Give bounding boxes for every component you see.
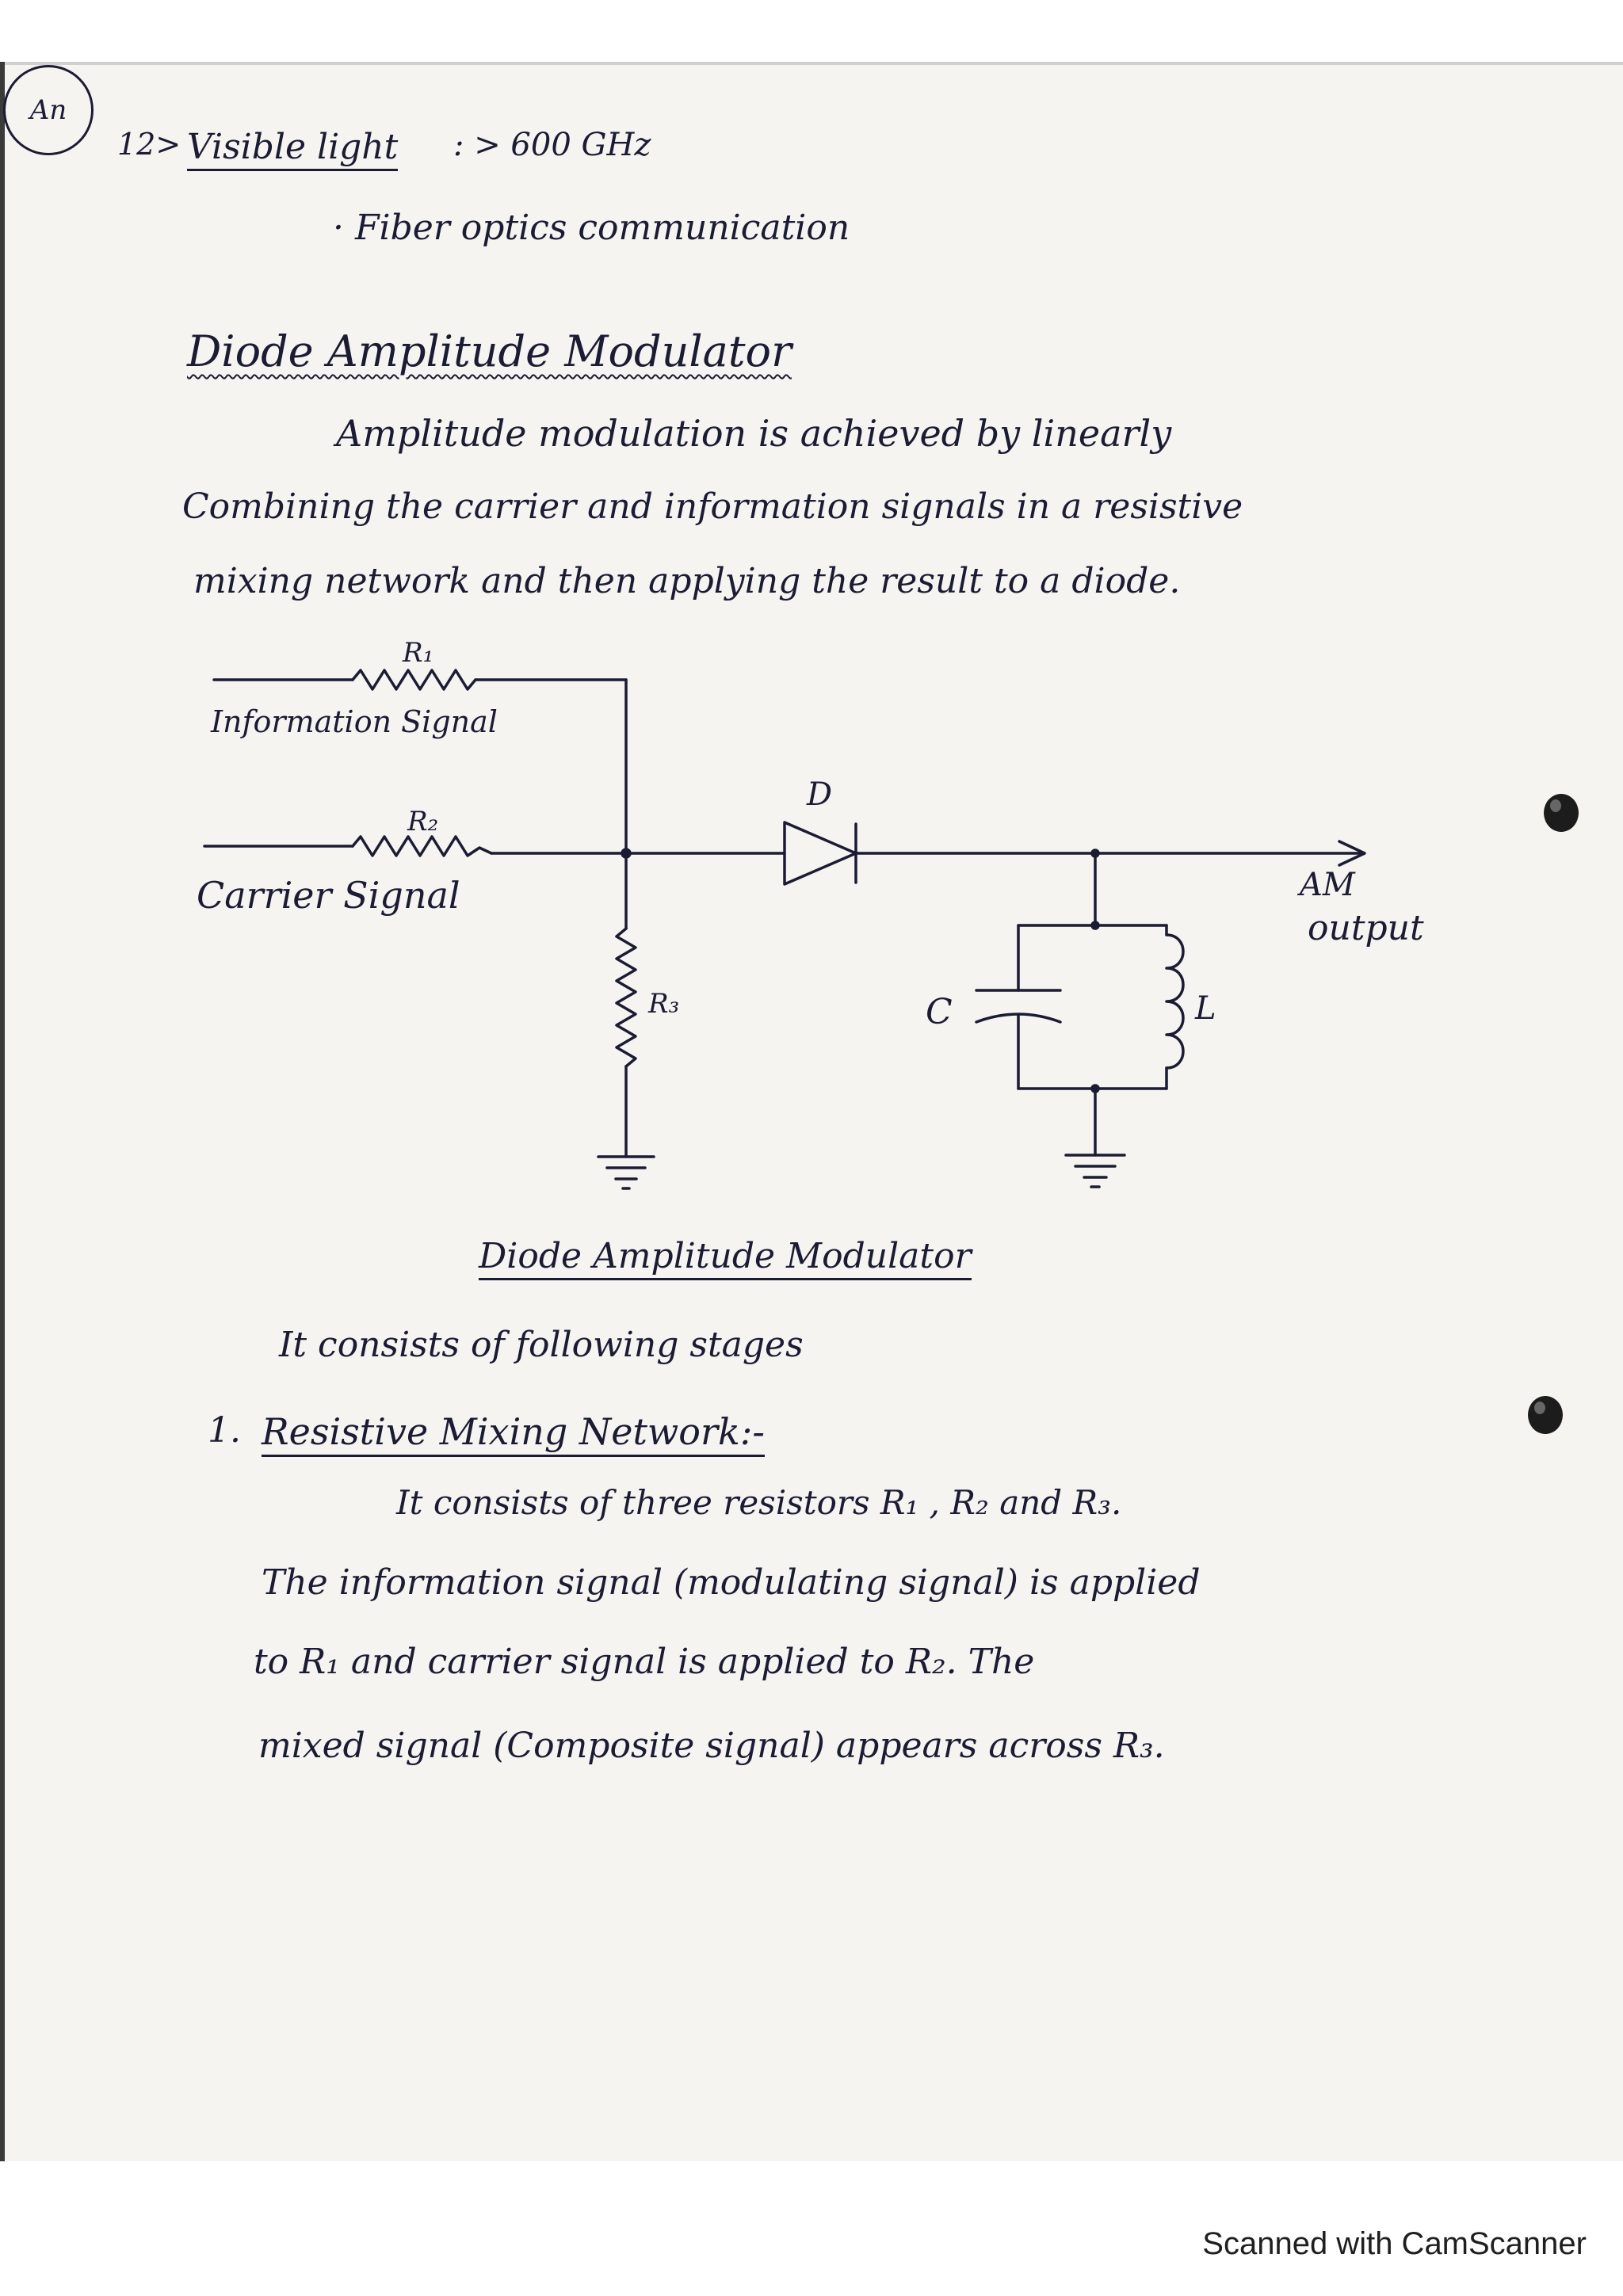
para2-line4: mixed signal (Composite signal) appears across R₃. bbox=[258, 1726, 1165, 1766]
r1-resistor bbox=[214, 670, 626, 689]
capacitor bbox=[976, 925, 1060, 1089]
camscanner-watermark: Scanned with CamScanner bbox=[1202, 2226, 1587, 2261]
r1-label: R₁ bbox=[403, 637, 434, 669]
stamp-text: An bbox=[29, 94, 67, 126]
r3-label: R₃ bbox=[648, 988, 680, 1020]
diagram-caption: Diode Amplitude Modulator bbox=[479, 1236, 972, 1280]
para2-line3: to R₁ and carrier signal is applied to R₂. The bbox=[254, 1642, 1035, 1682]
r2-label: R₂ bbox=[407, 806, 439, 837]
item1-number: 1. bbox=[208, 1410, 241, 1451]
inductor-coil bbox=[1167, 925, 1183, 1089]
section-title: Diode Amplitude Modulator bbox=[187, 326, 792, 376]
para2-line2: The information signal (modulating signal) is applied bbox=[262, 1562, 1201, 1603]
diode bbox=[785, 822, 856, 884]
item1-title: Resistive Mixing Network:- bbox=[262, 1410, 765, 1457]
item-number: 12> bbox=[117, 127, 181, 162]
capacitor-label: C bbox=[926, 992, 953, 1032]
stages-intro: It consists of following stages bbox=[279, 1325, 804, 1365]
r2-resistor bbox=[204, 837, 785, 856]
para1-line2: Combining the carrier and information signals in a resistive bbox=[182, 486, 1243, 527]
diode-label: D bbox=[807, 776, 833, 813]
inductor-label: L bbox=[1195, 990, 1216, 1027]
heading-visible-light: Visible light bbox=[187, 127, 398, 171]
output-label-output: output bbox=[1308, 908, 1424, 948]
carrier-signal-label: Carrier Signal bbox=[197, 874, 460, 917]
para1-line1: Amplitude modulation is achieved by linearly bbox=[336, 412, 1172, 455]
ground-symbol-right bbox=[1066, 1155, 1125, 1187]
r3-resistor bbox=[617, 853, 636, 1157]
para1-line3: mixing network and then applying the result to a diode. bbox=[193, 561, 1181, 601]
heading-value: : > 600 GHz bbox=[453, 127, 651, 163]
information-signal-label: Information Signal bbox=[211, 704, 498, 739]
para2-line1: It consists of three resistors R₁ , R₂ and R₃. bbox=[396, 1483, 1122, 1522]
bullet-fiber-optics: · Fiber optics communication bbox=[333, 208, 850, 248]
ground-symbol-left bbox=[598, 1157, 654, 1188]
output-label-am: AM bbox=[1300, 867, 1355, 903]
